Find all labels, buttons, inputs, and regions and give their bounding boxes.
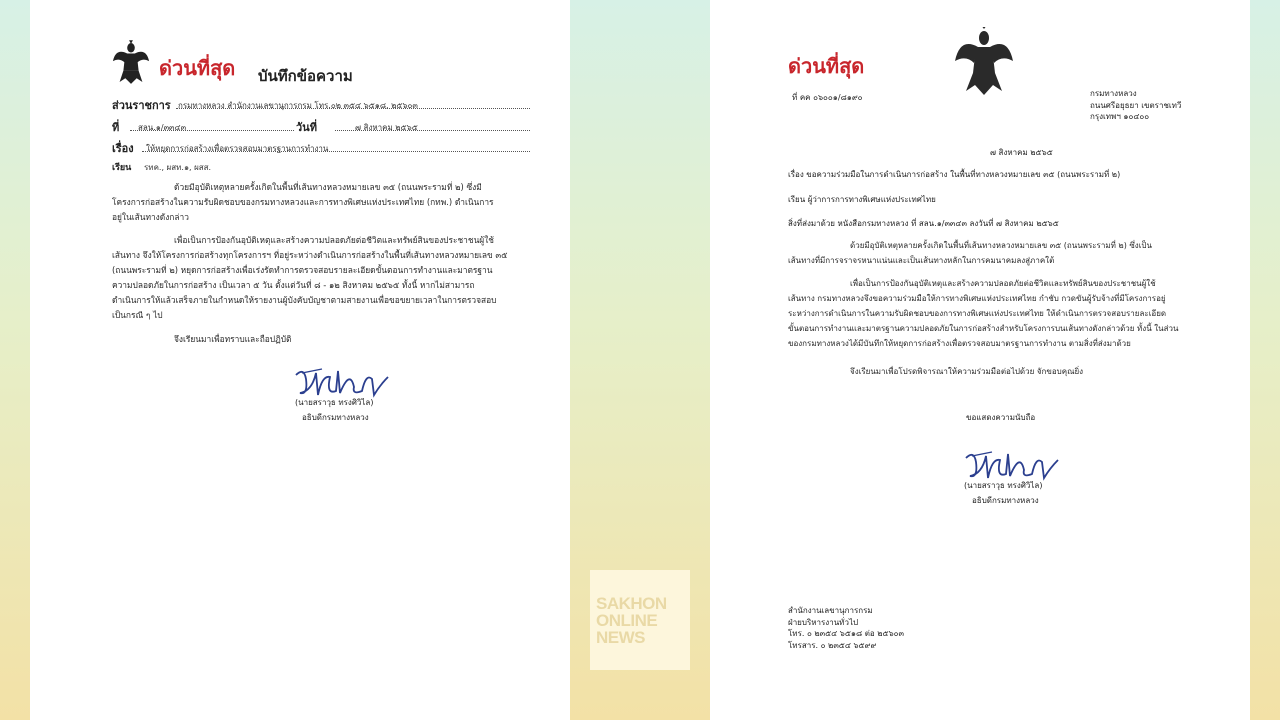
urgent-stamp: ด่วนที่สุด <box>159 56 236 80</box>
letter-paragraph-3: จึงเรียนมาเพื่อโปรดพิจารณาให้ความร่วมมือต่อไปด้วย จักขอบคุณยิ่ง <box>850 367 1084 376</box>
garuda-emblem-icon <box>112 40 150 86</box>
memo-paragraph-2: เพื่อเป็นการป้องกันอุบัติเหตุและสร้างความปลอดภัยต่อชีวิตและทรัพย์สินของประชาชนผู้ใช้ เส้นทาง จึงให้โครงการก่อสร้างทุกโครงการฯ ที่อยู่ระหว่างดำเนินการก่อสร้างในพื้นที่เส้นทางหลวงหมายเลข ๓๕ (ถนนพระรามที่ ๒) หยุดการก่อสร้างเพื่อเร่งรัดทำการตรวจสอบรายละเอียดขั้นตอนการทำงานและมาตรฐาน ความปลอดภัยในการก่อสร้าง เป็นเวลา ๕ วัน ตั้งแต่วันที่ ๘ - ๑๒ สิงหาคม ๒๕๖๕ ทั้งนี้ หากไม่สามารถ ดำเนินการให้แล้วเสร็จภายในกำหนดให้รายงานผู้บังคับบัญชาตามสายงานเพื่อขอขยายเวลาในการตรวจสอบ เป็นกรณี ๆ ไป <box>112 235 508 320</box>
signer-title: อธิบดีกรมทางหลวง <box>972 496 1039 505</box>
memo-paragraph-3: จึงเรียนมาเพื่อทราบและถือปฏิบัติ <box>174 334 292 344</box>
signer-name: (นายสราวุธ ทรงศิวิไล) <box>295 398 374 407</box>
letter-closing: ขอแสดงความนับถือ <box>966 413 1036 422</box>
letter-paragraph-2: เพื่อเป็นการป้องกันอุบัติเหตุและสร้างความปลอดภัยต่อชีวิตและทรัพย์สินของประชาชนผู้ใช้ เส้นทาง กรมทางหลวงจึงขอความร่วมมือให้การทางพิเศษแห่งประเทศไทย กำชับ กวดขันผู้รับจ้างที่มีโครงการอยู่ ระหว่างการดำเนินการในความรับผิดชอบของการทางพิเศษแห่งประเทศไทย ให้ดำเนินการตรวจสอบรายละเอียด ขั้นตอนการทำงานและมาตรฐานความปลอดภัยในการก่อสร้างสำหรับโครงการบนเส้นทางดังกล่าวด้วย ทั้งนี้ ในส่วน ของกรมทางหลวงได้มีบันทึกให้หยุดการก่อสร้างเพื่อตรวจสอบมาตรฐานการทำงาน ตามสิ่งที่ส่งมาด้วย <box>788 279 1179 348</box>
memo-paragraph-1: ด้วยมีอุบัติเหตุหลายครั้งเกิดในพื้นที่เส้นทางหลวงหมายเลข ๓๕ (ถนนพระรามที่ ๒) ซึ่งมี โครงการก่อสร้างในความรับผิดชอบของกรมทางหลวงและการทางพิเศษแห่งประเทศไทย (กทพ.) ดำเนินการ อยู่ในเส้นทางดังกล่าว <box>112 182 494 222</box>
letter-to: เรียน ผู้ว่าการการทางพิเศษแห่งประเทศไทย <box>788 195 936 204</box>
letter-subject: เรื่อง ขอความร่วมมือในการดำเนินการก่อสร้าง ในพื้นที่ทางหลวงหมายเลข ๓๕ (ถนนพระรามที่ ๒) <box>788 170 1121 179</box>
letter-ref: ที่ คค ๐๖๐๐๑/๘๑๙๐ <box>792 93 863 102</box>
sender-address: กรมทางหลวง ถนนศรีอยุธยา เขตราชเทวี กรุงเทพฯ ๑๐๔๐๐ <box>1090 89 1182 122</box>
date-value: ๗ สิงหาคม ๒๕๖๕ <box>355 123 418 132</box>
garuda-emblem-icon <box>954 27 1014 97</box>
ref-label: ที่ <box>112 121 120 134</box>
letter-page <box>710 0 1250 720</box>
agency-value: กรมทางหลวง สำนักงานเลขานุการกรม โทร.๐๒ ๓๕๔ ๖๕๑๘, ๒๕๖๐๓ <box>178 101 418 110</box>
memo-header <box>112 40 532 90</box>
signer-name: (นายสราวุธ ทรงศิวิไล) <box>964 481 1043 490</box>
date-label: วันที่ <box>296 121 317 134</box>
letter-paragraph-1: ด้วยมีอุบัติเหตุหลายครั้งเกิดในพื้นที่เส้นทางหลวงหมายเลข ๓๕ (ถนนพระรามที่ ๒) ซึ่งเป็น เส้นทางที่มีการจราจรหนาแน่นและเป็นเส้นทางหลักในการคมนาคมลงสู่ภาคใต้ <box>788 241 1152 265</box>
subject-label: เรื่อง <box>112 142 134 155</box>
to-value: รทค., ผสท.๑, ผสส. <box>144 163 212 172</box>
memo-title: บันทึกข้อความ <box>258 67 353 85</box>
subject-value: ให้หยุดการก่อสร้างเพื่อตรวจสอบมาตรฐานการทำงาน <box>146 144 329 153</box>
signer-title: อธิบดีกรมทางหลวง <box>302 413 369 422</box>
letter-footer: สำนักงานเลขานุการกรม ฝ่ายบริหารงานทั่วไป โทร. ๐ ๒๓๕๔ ๖๕๑๘ ต่อ ๒๕๖๐๓ โทรสาร. ๐ ๒๓๕๔ ๖๕๙๙ <box>788 606 904 650</box>
urgent-stamp: ด่วนที่สุด <box>788 54 865 78</box>
sakhon-online-news-logo: SAKHON ONLINE NEWS <box>590 570 690 670</box>
letter-enclosure: สิ่งที่ส่งมาด้วย หนังสือกรมทางหลวง ที่ สลน.๑/๓๓๔๓ ลงวันที่ ๗ สิงหาคม ๒๕๖๕ <box>788 219 1059 228</box>
ref-value: สลน.๑/๓๓๔๓ <box>138 123 187 132</box>
agency-label: ส่วนราชการ <box>112 99 171 112</box>
memo-page <box>30 0 570 720</box>
to-label: เรียน <box>112 163 132 173</box>
letter-date: ๗ สิงหาคม ๒๕๖๕ <box>990 148 1053 157</box>
